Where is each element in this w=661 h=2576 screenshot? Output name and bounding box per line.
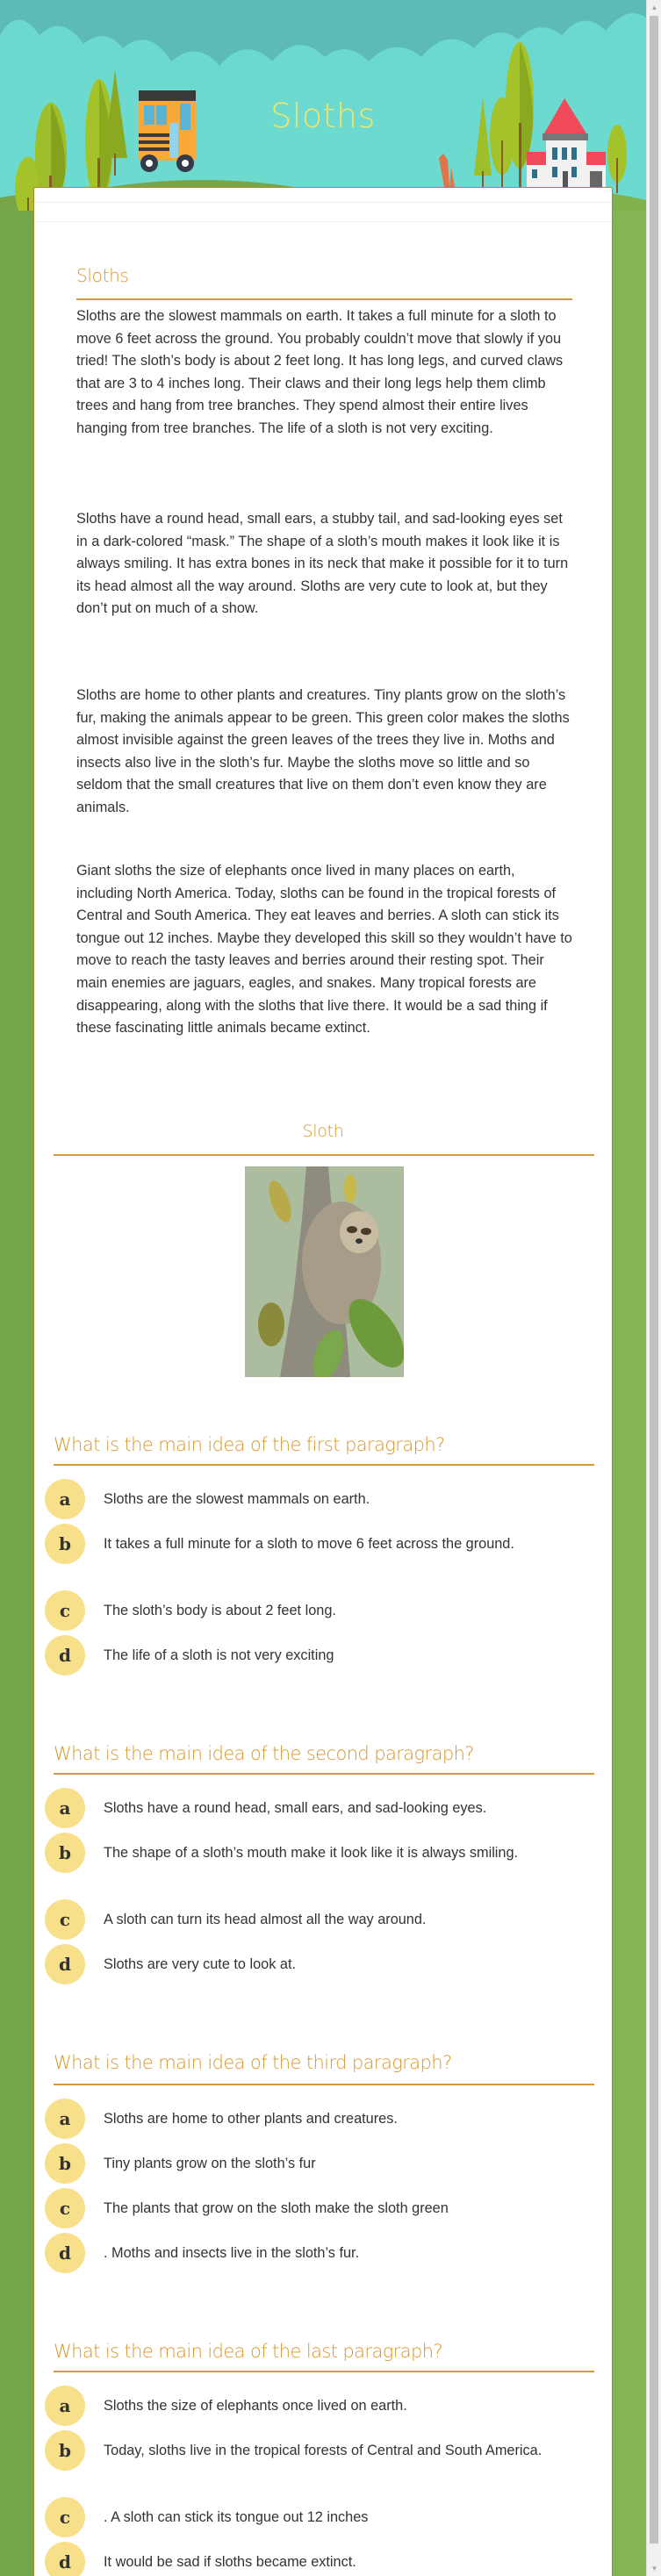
option-letter-badge: c [45,2497,85,2537]
article-paragraph-1: Sloths are the slowest mammals on earth. It takes a full minute for a sloth to move 6 feet across the ground. You probably couldn’t move that slowly if you tried! The sloth’s body is about 2 feet long. It has long legs, and curved claws that are 3 to 4 inches long. Their claws and their long legs help them climb trees and hang from tree branches. They spend almost their entire lives hanging from tree branches. The life of a sloth is not very exciting. [76,308,564,436]
sloth-image-icon [245,1166,404,1377]
article-heading: Sloths [76,265,129,286]
option-letter-badge: d [45,1635,85,1675]
option-text: . A sloth can stick its tongue out 12 inches [104,2509,369,2525]
option-letter-badge: c [45,2188,85,2228]
header-banner [0,0,646,211]
option-text: Sloths are the slowest mammals on earth. [104,1491,370,1507]
image-heading: Sloth [302,1122,344,1141]
option-letter-badge: b [45,1524,85,1564]
question-2-title: What is the main idea of the second paragraph? [54,1743,474,1764]
vertical-scrollbar[interactable] [646,0,661,2576]
option-text: The plants that grow on the sloth make the sloth green [104,2200,449,2216]
option-letter-badge: d [45,2542,85,2576]
article-paragraph-2: Sloths have a round head, small ears, a stubby tail, and sad-looking eyes set in a dark-colored “mask.” The shape of a sloth’s mouth makes it look like it is always smiling. It has extra bones in its neck that make it possible for it to turn its head almost all the way around. Sloths are very cute to look at, but they don’t put on much of a show. [76,511,569,617]
option-text: Sloths are very cute to look at. [104,1956,297,1972]
question-4-title: What is the main idea of the last paragraph? [54,2341,443,2362]
question-2-option-a[interactable] [45,1797,589,1828]
scroll-down-arrow-icon[interactable]: ▼ [650,2565,658,2572]
option-text: It takes a full minute for a sloth to move 6 feet across the ground. [104,1536,514,1552]
question-4-option-c[interactable] [45,2507,589,2537]
option-text: It would be sad if sloths became extinct. [104,2554,356,2570]
option-letter-badge: c [45,1899,85,1940]
option-letter-badge: a [45,1788,85,1828]
question-rule [54,2371,594,2372]
question-2-option-d[interactable] [45,1954,589,1984]
question-3-title: What is the main idea of the third paragraph? [54,2052,452,2073]
option-letter-badge: c [45,1590,85,1631]
question-1-option-a[interactable] [45,1489,589,1519]
question-rule [54,2084,594,2085]
option-text: Sloths the size of elephants once lived on earth. [104,2398,407,2414]
option-text: The life of a sloth is not very exciting [104,1647,334,1663]
question-3-option-b[interactable] [45,2153,589,2184]
option-text: Today, sloths live in the tropical forests of Central and South America. [104,2443,542,2458]
option-text: A sloth can turn its head almost all the way around. [104,1912,427,1927]
divider [34,221,612,222]
option-letter-badge: d [45,2233,85,2273]
option-letter-badge: a [45,1479,85,1519]
option-letter-badge: b [45,2430,85,2471]
scrollbar-thumb[interactable] [650,16,658,2544]
question-rule [54,1773,594,1775]
divider [34,202,612,203]
question-1-option-c[interactable] [45,1600,589,1631]
question-2-option-b[interactable] [45,1842,589,1873]
option-letter-badge: d [45,1944,85,1984]
page-title: Sloths [270,97,376,135]
question-3-option-c[interactable] [45,2198,589,2228]
option-letter-badge: b [45,2143,85,2184]
sloth-photo [245,1166,404,1377]
heading-rule [76,298,572,300]
content-card [33,187,613,2576]
question-3-option-a[interactable] [45,2108,589,2139]
question-4-option-d[interactable] [45,2551,589,2576]
question-4-option-b[interactable] [45,2440,589,2471]
option-letter-badge: a [45,2386,85,2426]
option-text: Sloths have a round head, small ears, and sad-looking eyes. [104,1800,487,1816]
option-text: The shape of a sloth’s mouth make it look like it is always smiling. [104,1845,519,1861]
question-1-option-d[interactable] [45,1645,589,1675]
question-1-option-b[interactable] [45,1533,589,1564]
option-letter-badge: a [45,2099,85,2139]
question-1-title: What is the main idea of the first paragraph? [54,1434,445,1455]
heading-rule [54,1154,594,1156]
question-2-option-c[interactable] [45,1909,589,1940]
option-text: Tiny plants grow on the sloth’s fur [104,2156,316,2171]
scroll-up-arrow-icon[interactable]: ▲ [650,4,658,11]
question-4-option-a[interactable] [45,2395,589,2426]
question-rule [54,1464,594,1466]
question-3-option-d[interactable] [45,2242,589,2273]
option-text: The sloth’s body is about 2 feet long. [104,1603,336,1618]
article-paragraph-4: Giant sloths the size of elephants once lived in many places on earth, including North America. Today, sloths can be found in the tropical forests of Central and South America. They eat leaves and berries. A sloth can stick its tongue out 12 inches. Maybe they developed this skill so they wouldn’t have to move to reach the tasty leaves and berries around their resting spot. Their main enemies are jaguars, eagles, and snakes. Many tropical forests are disappearing, along with the sloths that live there. It would be a sad thing if these fascinating little animals became extinct. [76,863,572,1037]
option-text: Sloths are home to other plants and creatures. [104,2111,398,2127]
option-text: . Moths and insects live in the sloth’s fur. [104,2245,360,2261]
article-paragraph-3: Sloths are home to other plants and creatures. Tiny plants grow on the sloth’s fur, making the animals appear to be green. This green color makes the sloths almost invisible against the green leaves of the trees they live in. Moths and insects also live in the sloth’s fur. Maybe the sloths move so little and so seldom that the small creatures that live on them don’t even know they are animals. [76,687,570,815]
option-letter-badge: b [45,1833,85,1873]
